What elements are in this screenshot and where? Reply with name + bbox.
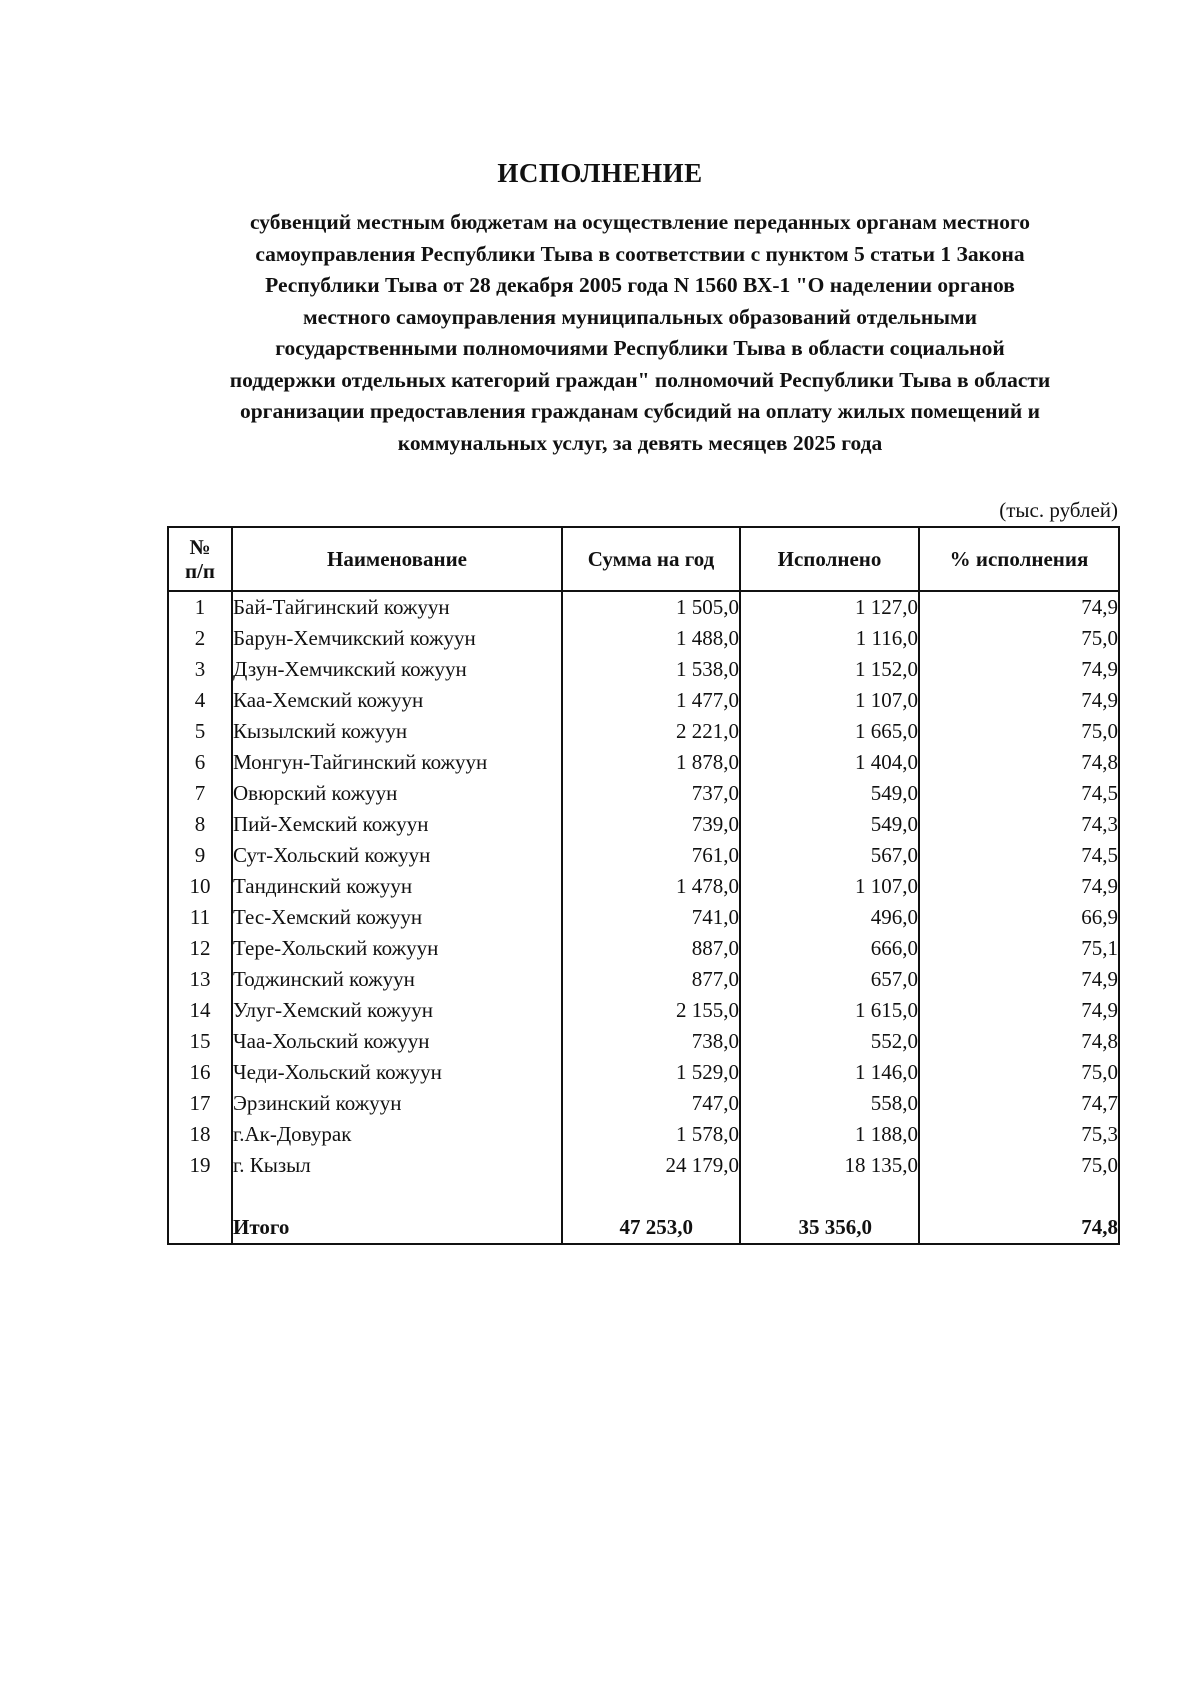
cell-pct: 75,0 — [919, 1150, 1119, 1181]
cell-num: 5 — [168, 716, 232, 747]
units-note: (тыс. рублей) — [999, 498, 1118, 522]
table-row — [168, 809, 1119, 840]
cell-pct: 74,7 — [919, 1088, 1119, 1119]
table-row — [168, 623, 1119, 654]
column-header-sum: Сумма на год — [562, 527, 740, 591]
cell-done: 552,0 — [740, 1026, 919, 1057]
table-row — [168, 933, 1119, 964]
cell-done: 1 107,0 — [740, 871, 919, 902]
cell-pct: 75,0 — [919, 623, 1119, 654]
cell-pct: 74,9 — [919, 964, 1119, 995]
document-title: ИСПОЛНЕНИЕ — [497, 158, 703, 188]
table-header-row — [168, 527, 1119, 591]
cell-pct: 74,9 — [919, 654, 1119, 685]
cell-done: 1 116,0 — [740, 623, 919, 654]
table-row — [168, 1150, 1119, 1181]
cell-name: Сут-Хольский кожуун — [232, 840, 562, 871]
cell-name: г. Кызыл — [232, 1150, 562, 1181]
cell-sum: 1 538,0 — [562, 654, 740, 685]
cell-pct: 74,3 — [919, 809, 1119, 840]
cell-sum: 741,0 — [562, 902, 740, 933]
total-cell-name: Итого — [232, 1212, 562, 1244]
table-row — [168, 1026, 1119, 1057]
table-row — [168, 995, 1119, 1026]
cell-name: Эрзинский кожуун — [232, 1088, 562, 1119]
execution-table — [167, 526, 1120, 1245]
cell-num: 3 — [168, 654, 232, 685]
cell-name: Кызылский кожуун — [232, 716, 562, 747]
cell-done: 1 107,0 — [740, 685, 919, 716]
subtitle-line: организации предоставления гражданам субсидий на оплату жилых помещений и — [239, 399, 1041, 423]
column-header-number-line2: п/п — [184, 559, 216, 583]
table-row — [168, 778, 1119, 809]
cell-done: 1 404,0 — [740, 747, 919, 778]
cell-num: 2 — [168, 623, 232, 654]
table-row — [168, 840, 1119, 871]
table-row — [168, 902, 1119, 933]
cell-pct: 74,9 — [919, 591, 1119, 623]
cell-pct: 66,9 — [919, 902, 1119, 933]
cell-sum: 761,0 — [562, 840, 740, 871]
cell-done: 496,0 — [740, 902, 919, 933]
cell-name: г.Ак-Довурак — [232, 1119, 562, 1150]
table-row — [168, 685, 1119, 716]
cell-done: 549,0 — [740, 778, 919, 809]
cell-pct: 74,9 — [919, 685, 1119, 716]
spacer-cell — [232, 1181, 562, 1212]
cell-done: 1 152,0 — [740, 654, 919, 685]
cell-num: 11 — [168, 902, 232, 933]
table-row — [168, 1057, 1119, 1088]
cell-done: 1 188,0 — [740, 1119, 919, 1150]
cell-pct: 74,8 — [919, 747, 1119, 778]
table-total-row — [168, 1212, 1119, 1244]
subtitle-line: самоуправления Республики Тыва в соответствии с пунктом 5 статьи 1 Закона — [255, 241, 1025, 266]
total-cell-done: 35 356,0 — [740, 1212, 919, 1244]
cell-sum: 877,0 — [562, 964, 740, 995]
cell-num: 6 — [168, 747, 232, 778]
cell-sum: 738,0 — [562, 1026, 740, 1057]
cell-done: 18 135,0 — [740, 1150, 919, 1181]
table-row — [168, 716, 1119, 747]
cell-name: Улуг-Хемский кожуун — [232, 995, 562, 1026]
spacer-cell — [562, 1181, 740, 1212]
total-cell-pct: 74,8 — [919, 1212, 1119, 1244]
cell-sum: 1 478,0 — [562, 871, 740, 902]
column-header-done: Исполнено — [740, 527, 919, 591]
cell-sum: 2 221,0 — [562, 716, 740, 747]
cell-num: 17 — [168, 1088, 232, 1119]
subtitle-line: Республики Тыва от 28 декабря 2005 года N 1560 ВХ-1 "О наделении органов — [265, 273, 1015, 297]
cell-num: 8 — [168, 809, 232, 840]
cell-name: Каа-Хемский кожуун — [232, 685, 562, 716]
cell-sum: 1 529,0 — [562, 1057, 740, 1088]
subtitle-line: субвенций местным бюджетам на осуществление переданных органам местного — [249, 210, 1031, 234]
cell-name: Пий-Хемский кожуун — [232, 809, 562, 840]
table-row — [168, 747, 1119, 778]
total-cell-sum: 47 253,0 — [562, 1212, 740, 1244]
cell-num: 16 — [168, 1057, 232, 1088]
cell-pct: 75,0 — [919, 1057, 1119, 1088]
cell-name: Бай-Тайгинский кожуун — [232, 591, 562, 623]
column-header-number-line1: № — [189, 535, 211, 559]
cell-pct: 74,9 — [919, 995, 1119, 1026]
cell-sum: 737,0 — [562, 778, 740, 809]
cell-pct: 74,9 — [919, 871, 1119, 902]
cell-pct: 74,8 — [919, 1026, 1119, 1057]
cell-name: Барун-Хемчикский кожуун — [232, 623, 562, 654]
cell-done: 567,0 — [740, 840, 919, 871]
column-header-percent: % исполнения — [919, 527, 1119, 591]
column-header-number — [168, 527, 232, 591]
cell-num: 15 — [168, 1026, 232, 1057]
cell-sum: 1 505,0 — [562, 591, 740, 623]
cell-name: Чеди-Хольский кожуун — [232, 1057, 562, 1088]
cell-done: 1 127,0 — [740, 591, 919, 623]
table-row — [168, 1119, 1119, 1150]
cell-done: 1 665,0 — [740, 716, 919, 747]
cell-pct: 75,3 — [919, 1119, 1119, 1150]
cell-name: Дзун-Хемчикский кожуун — [232, 654, 562, 685]
cell-num: 10 — [168, 871, 232, 902]
cell-num: 14 — [168, 995, 232, 1026]
cell-done: 1 146,0 — [740, 1057, 919, 1088]
cell-num: 18 — [168, 1119, 232, 1150]
cell-pct: 75,1 — [919, 933, 1119, 964]
cell-num: 13 — [168, 964, 232, 995]
cell-done: 1 615,0 — [740, 995, 919, 1026]
cell-done: 549,0 — [740, 809, 919, 840]
cell-done: 657,0 — [740, 964, 919, 995]
cell-name: Тес-Хемский кожуун — [232, 902, 562, 933]
cell-name: Чаа-Хольский кожуун — [232, 1026, 562, 1057]
table-row — [168, 591, 1119, 623]
spacer-cell — [919, 1181, 1119, 1212]
table-row — [168, 1088, 1119, 1119]
cell-name: Овюрский кожуун — [232, 778, 562, 809]
table-spacer-row — [168, 1181, 1119, 1212]
cell-sum: 739,0 — [562, 809, 740, 840]
table-row — [168, 654, 1119, 685]
cell-pct: 74,5 — [919, 778, 1119, 809]
cell-sum: 24 179,0 — [562, 1150, 740, 1181]
cell-name: Тере-Хольский кожуун — [232, 933, 562, 964]
cell-done: 666,0 — [740, 933, 919, 964]
column-header-name: Наименование — [232, 527, 562, 591]
document-subtitle — [160, 207, 1120, 459]
spacer-cell — [168, 1181, 232, 1212]
cell-num: 19 — [168, 1150, 232, 1181]
table-body — [168, 591, 1119, 1244]
cell-done: 558,0 — [740, 1088, 919, 1119]
cell-num: 12 — [168, 933, 232, 964]
subtitle-line: коммунальных услуг, за девять месяцев 2025 года — [397, 430, 883, 455]
cell-name: Монгун-Тайгинский кожуун — [232, 747, 562, 778]
cell-num: 4 — [168, 685, 232, 716]
cell-name: Тандинский кожуун — [232, 871, 562, 902]
cell-sum: 1 477,0 — [562, 685, 740, 716]
subtitle-line: государственными полномочиями Республики Тыва в области социальной — [275, 336, 1005, 360]
cell-sum: 887,0 — [562, 933, 740, 964]
cell-name: Тоджинский кожуун — [232, 964, 562, 995]
cell-num: 9 — [168, 840, 232, 871]
cell-sum: 2 155,0 — [562, 995, 740, 1026]
cell-pct: 74,5 — [919, 840, 1119, 871]
spacer-cell — [740, 1181, 919, 1212]
table-row — [168, 871, 1119, 902]
cell-sum: 1 578,0 — [562, 1119, 740, 1150]
cell-sum: 1 488,0 — [562, 623, 740, 654]
cell-sum: 747,0 — [562, 1088, 740, 1119]
cell-num: 1 — [168, 591, 232, 623]
total-cell-num — [168, 1212, 232, 1244]
subtitle-line: местного самоуправления муниципальных образований отдельными — [302, 304, 978, 329]
cell-sum: 1 878,0 — [562, 747, 740, 778]
subtitle-line: поддержки отдельных категорий граждан" полномочий Республики Тыва в области — [229, 367, 1051, 392]
cell-pct: 75,0 — [919, 716, 1119, 747]
cell-num: 7 — [168, 778, 232, 809]
table-row — [168, 964, 1119, 995]
